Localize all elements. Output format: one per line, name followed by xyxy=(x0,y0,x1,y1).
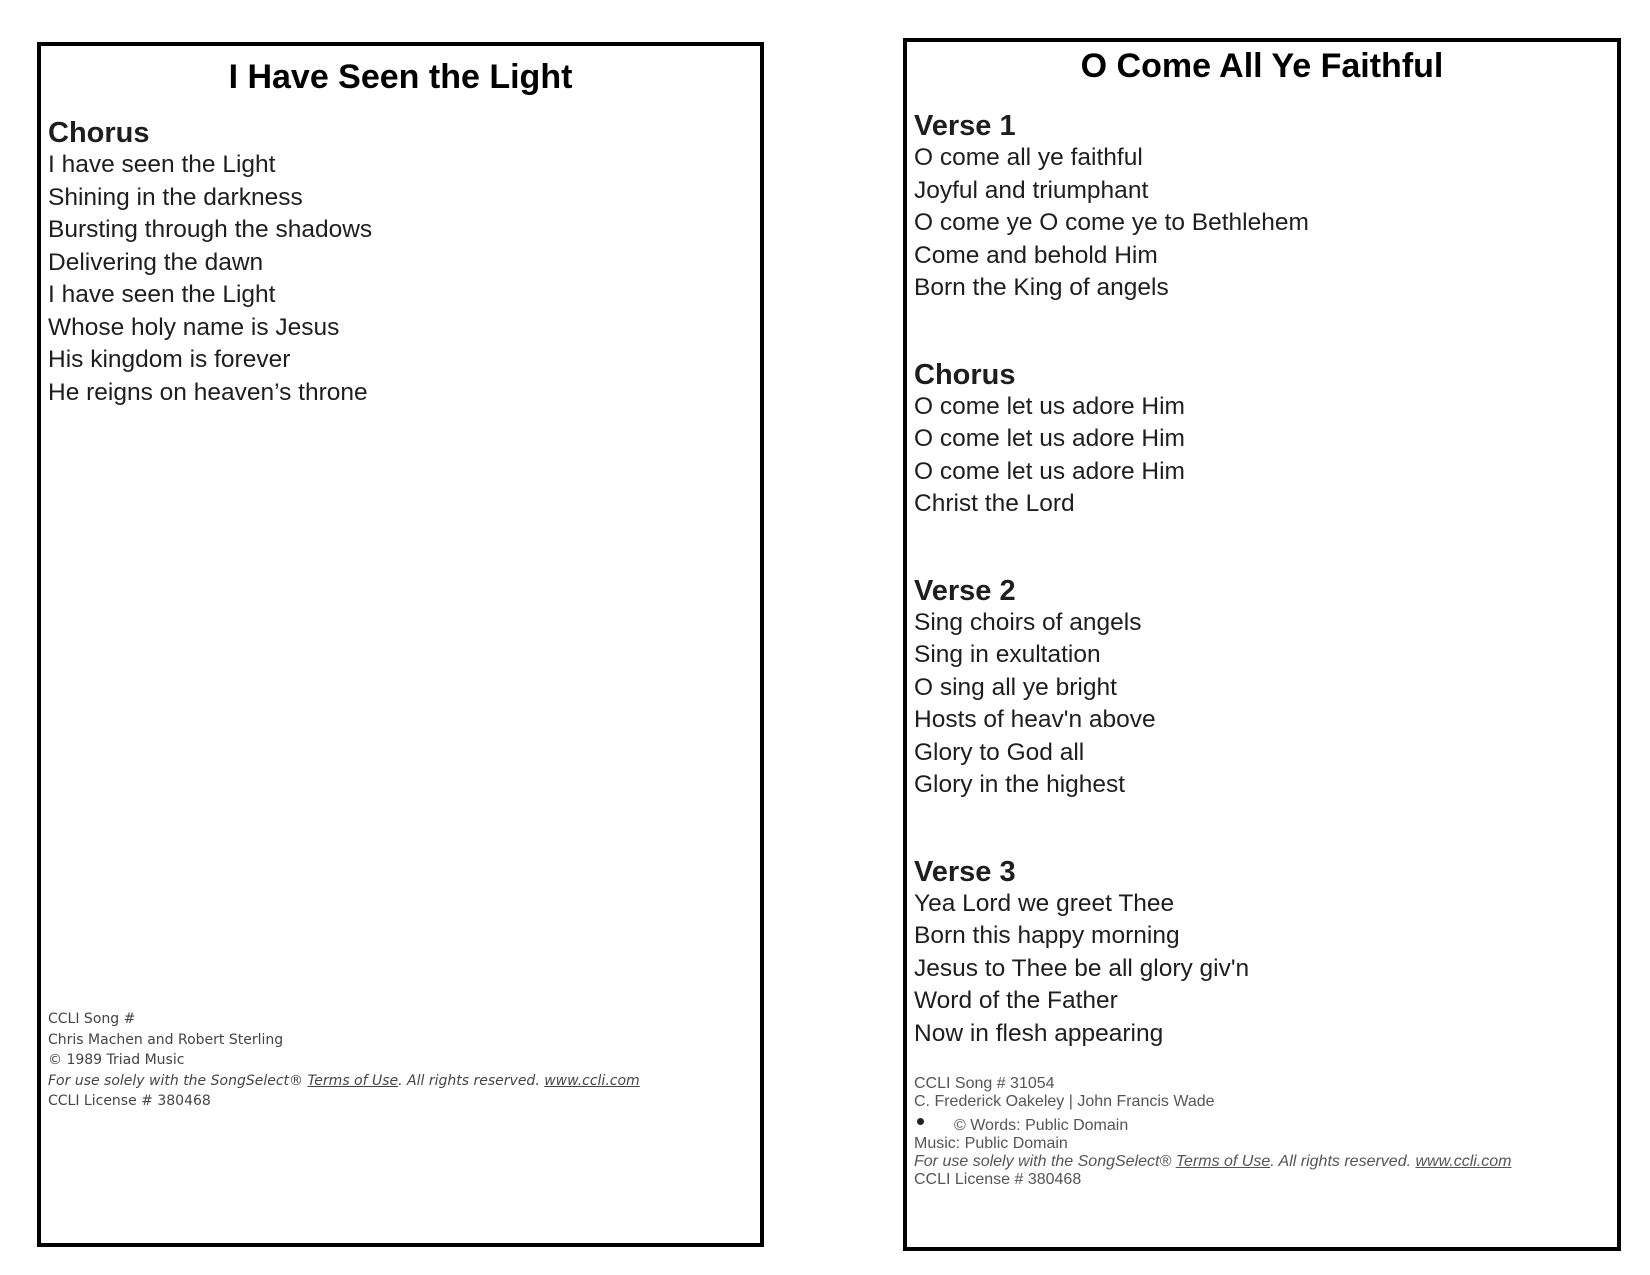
bullet-icon xyxy=(917,1118,924,1125)
lyric-line: Delivering the dawn xyxy=(48,248,264,276)
music-copyright: Music: Public Domain xyxy=(914,1135,1068,1152)
ccli-site-link[interactable]: www.ccli.com xyxy=(1415,1153,1512,1170)
ccli-song-number: CCLI Song # 31054 xyxy=(914,1075,1055,1092)
ccli-license: CCLI License # 380468 xyxy=(914,1171,1082,1188)
lyric-line: I have seen the Light xyxy=(48,281,276,308)
section-heading: Chorus xyxy=(914,358,1016,391)
lyric-line: Shining in the darkness xyxy=(48,183,303,211)
section-heading: Verse 3 xyxy=(914,855,1016,888)
lyric-section xyxy=(914,359,1617,521)
lyric-line: He reigns on heaven’s throne xyxy=(48,378,368,406)
words-copyright: © Words: Public Domain xyxy=(954,1117,1129,1134)
lyric-line: Sing in exultation xyxy=(914,641,1101,668)
lyric-line: Christ the Lord xyxy=(914,490,1075,517)
usage-middle: . All rights reserved. xyxy=(1270,1153,1416,1170)
song-card-left xyxy=(37,42,764,1247)
lyric-line: Whose holy name is Jesus xyxy=(48,313,340,341)
lyric-line: O come ye O come ye to Bethlehem xyxy=(914,209,1309,236)
lyric-line: Glory in the highest xyxy=(914,771,1126,798)
section-heading: Verse 2 xyxy=(914,574,1016,607)
lyrics xyxy=(41,117,760,409)
lyric-section xyxy=(914,856,1617,1051)
song-authors: C. Frederick Oakeley | John Francis Wade xyxy=(914,1093,1215,1110)
lyric-line: Born this happy morning xyxy=(914,922,1180,949)
usage-middle: . All rights reserved. xyxy=(398,1072,545,1089)
ccli-footer xyxy=(914,1075,1512,1189)
section-heading: Chorus xyxy=(48,117,150,149)
song-title: I Have Seen the Light xyxy=(228,58,573,96)
usage-notice xyxy=(914,1153,1512,1171)
lyric-line: Joyful and triumphant xyxy=(914,176,1149,204)
lyric-line: Word of the Father xyxy=(914,987,1118,1014)
lyric-line: O come let us adore Him xyxy=(914,457,1185,485)
lyric-line: I have seen the Light xyxy=(48,151,276,178)
lyric-line: Bursting through the shadows xyxy=(48,216,373,243)
ccli-license: CCLI License # 380468 xyxy=(48,1093,211,1109)
lyric-line: O come let us adore Him xyxy=(914,425,1185,452)
terms-of-use-link[interactable]: Terms of Use xyxy=(307,1072,399,1089)
lyric-section xyxy=(48,117,760,409)
ccli-song-number: CCLI Song # xyxy=(48,1011,136,1027)
lyric-line: Now in flesh appearing xyxy=(914,1019,1164,1047)
lyric-line: Hosts of heav'n above xyxy=(914,706,1156,733)
lyric-line: Sing choirs of angels xyxy=(914,608,1142,636)
section-heading: Verse 1 xyxy=(914,110,1016,142)
lyric-section xyxy=(914,110,1617,305)
lyric-line: O come all ye faithful xyxy=(914,144,1143,171)
usage-prefix: For use solely with the SongSelect® xyxy=(48,1072,308,1089)
lyric-line: Born the King of angels xyxy=(914,274,1169,301)
song-title: O Come All Ye Faithful xyxy=(1080,47,1444,85)
words-copyright-row xyxy=(914,1117,1512,1135)
song-card-right xyxy=(903,38,1621,1251)
lyric-line: His kingdom is forever xyxy=(48,346,291,373)
lyric-line: Yea Lord we greet Thee xyxy=(914,889,1175,917)
usage-prefix: For use solely with the SongSelect® xyxy=(914,1153,1176,1170)
lyric-section xyxy=(914,575,1617,802)
song-authors: Chris Machen and Robert Sterling xyxy=(48,1031,284,1048)
lyric-line: Glory to God all xyxy=(914,738,1085,766)
ccli-site-link[interactable]: www.ccli.com xyxy=(544,1072,640,1089)
lyrics xyxy=(907,110,1617,1050)
lyric-line: Come and behold Him xyxy=(914,241,1158,269)
lyric-line: O sing all ye bright xyxy=(914,673,1117,701)
usage-notice xyxy=(48,1071,640,1092)
lyric-line: Jesus to Thee be all glory giv'n xyxy=(914,954,1250,982)
song-copyright: © 1989 Triad Music xyxy=(48,1052,185,1068)
ccli-footer xyxy=(48,1009,640,1112)
terms-of-use-link[interactable]: Terms of Use xyxy=(1175,1153,1271,1170)
lyric-line: O come let us adore Him xyxy=(914,392,1185,420)
